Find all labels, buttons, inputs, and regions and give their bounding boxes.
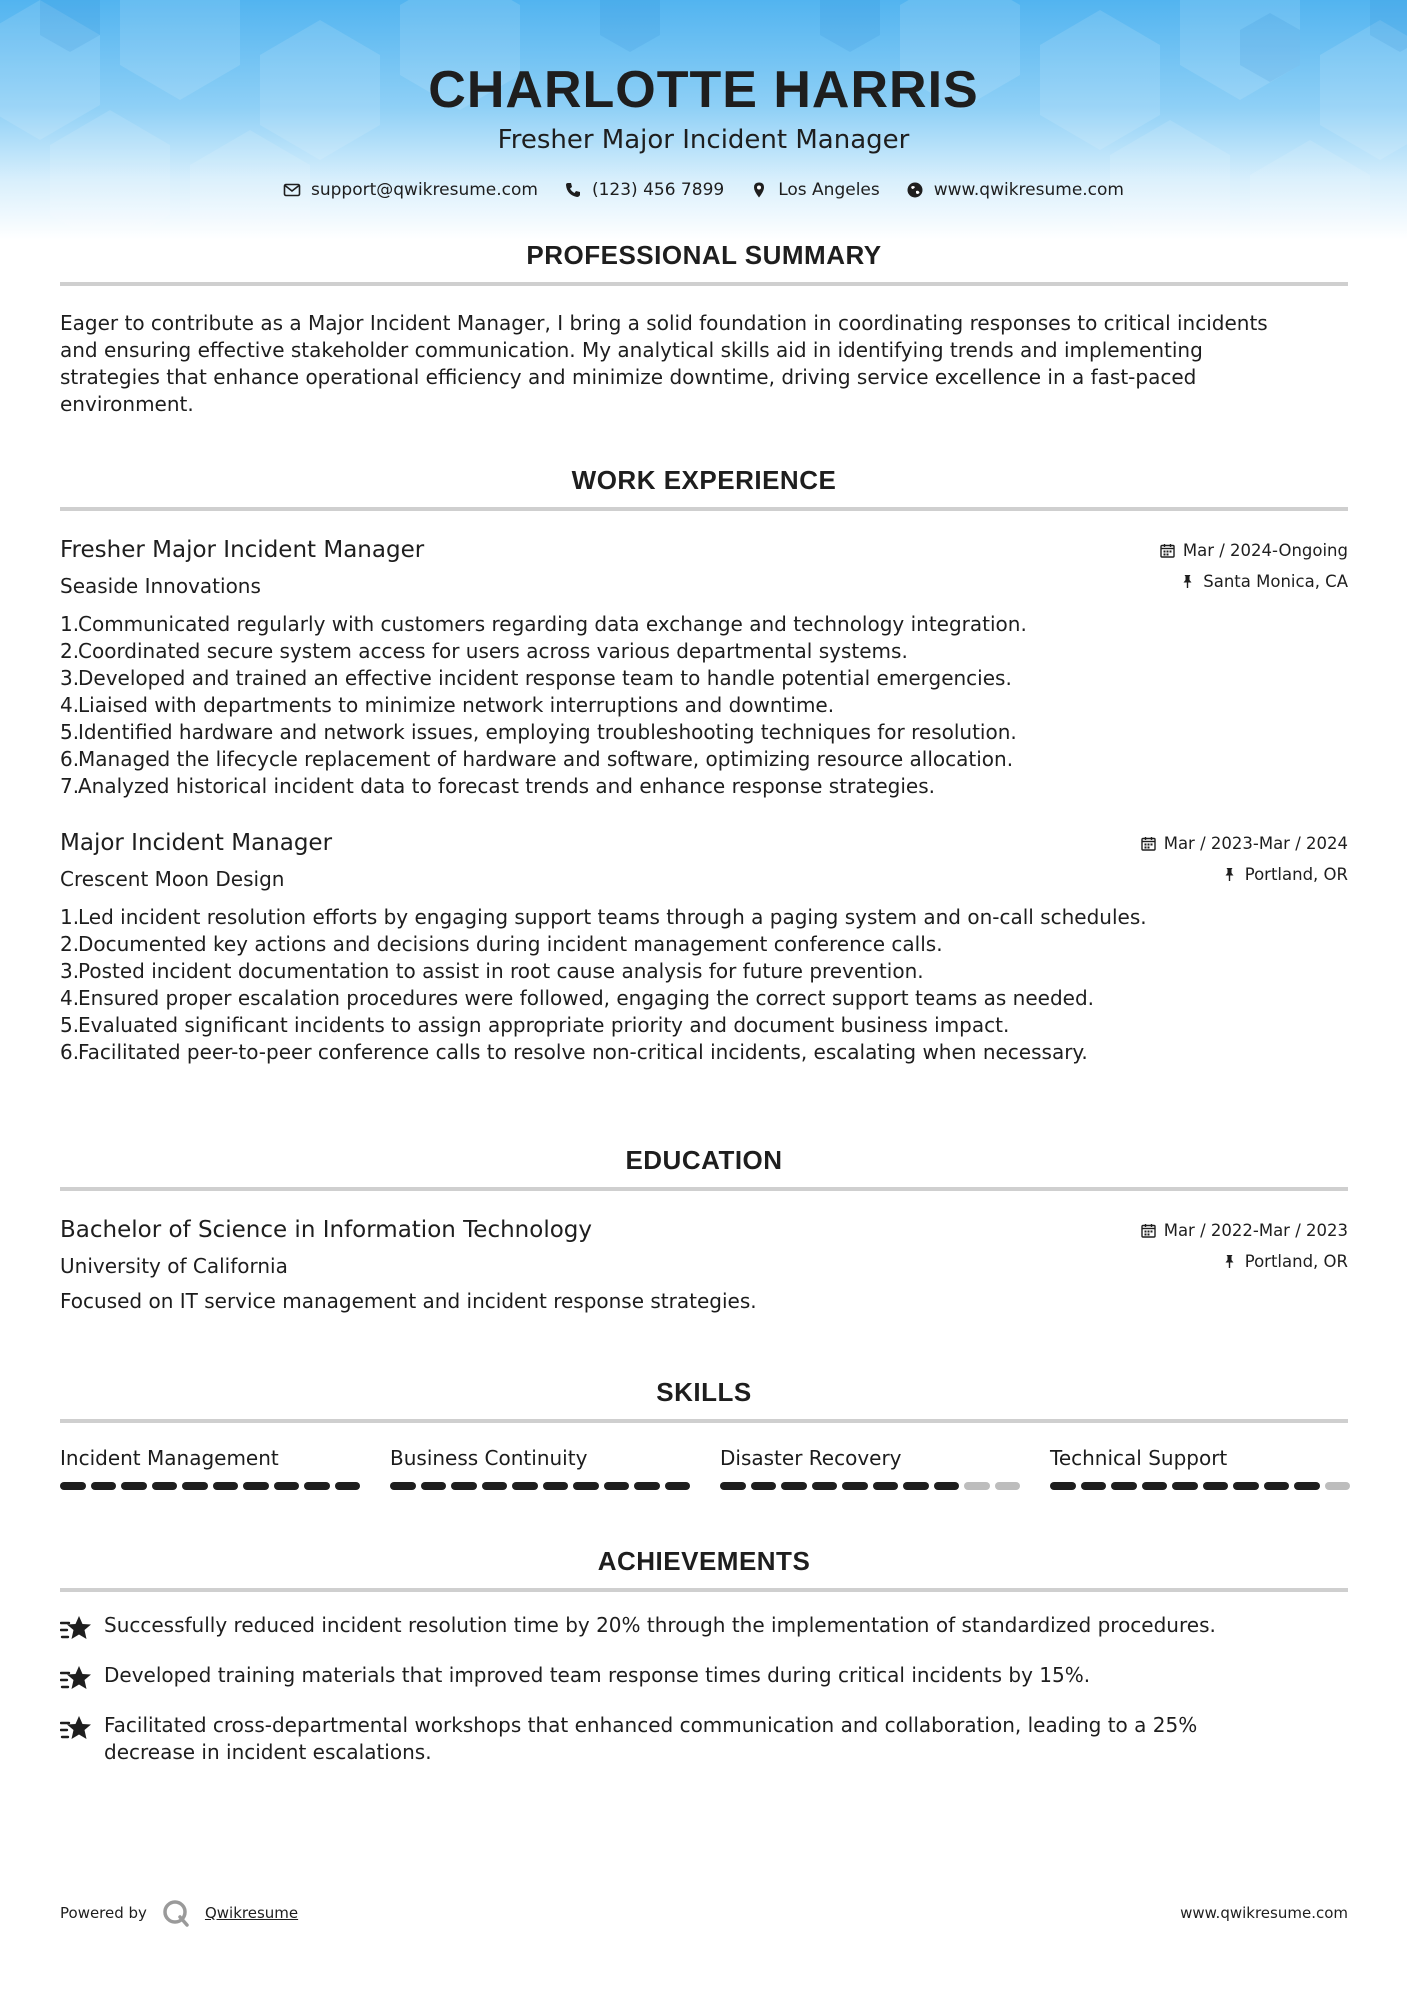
- qwikresume-link[interactable]: Qwikresume: [204, 1904, 299, 1922]
- section-divider: [60, 1588, 1348, 1592]
- rating-dot-filled: [1111, 1482, 1137, 1490]
- job-company: Crescent Moon Design: [60, 867, 285, 891]
- job-location: Santa Monica, CA: [1203, 572, 1348, 591]
- calendar-icon: [1141, 1223, 1156, 1238]
- rating-dot-filled: [1203, 1482, 1229, 1490]
- rating-dot-filled: [213, 1482, 239, 1490]
- list-item: 4. Liaised with departments to minimize network interruptions and downtime.: [60, 693, 835, 717]
- pushpin-icon: [1222, 867, 1237, 882]
- summary-line: and ensuring effective stakeholder communication. My analytical skills aid in identifying trends and implementing: [60, 338, 1203, 362]
- rating-dot-filled: [842, 1482, 868, 1490]
- skill-rating: [720, 1482, 1020, 1490]
- school-name: University of California: [60, 1254, 288, 1278]
- rating-dot-filled: [482, 1482, 508, 1490]
- resume-header: [0, 58, 1407, 200]
- skill-rating: [1050, 1482, 1350, 1490]
- candidate-role: Fresher Major Incident Manager: [497, 125, 910, 155]
- skill-name: Business Continuity: [390, 1446, 588, 1470]
- skill-item: [390, 1445, 690, 1490]
- rating-dot-filled: [543, 1482, 569, 1490]
- envelope-icon: [283, 181, 301, 199]
- list-item: 3. Developed and trained an effective incident response team to handle potential emergencies.: [60, 666, 1012, 690]
- rating-dot-filled: [1081, 1482, 1107, 1490]
- degree-title: Bachelor of Science in Information Technology: [60, 1217, 592, 1243]
- list-item: 6. Managed the lifecycle replacement of hardware and software, optimizing resource allocation.: [60, 747, 1014, 771]
- rating-dot-filled: [274, 1482, 300, 1490]
- section-divider: [60, 1187, 1348, 1191]
- achievement-item: [60, 1712, 1348, 1766]
- list-item: 2. Documented key actions and decisions during incident management conference calls.: [60, 932, 943, 956]
- rating-dot-filled: [1264, 1482, 1290, 1490]
- calendar-icon: [1141, 836, 1156, 851]
- list-item: 2. Coordinated secure system access for users across various departmental systems.: [60, 639, 908, 663]
- contact-phone[interactable]: [564, 180, 724, 200]
- achievement-text: Facilitated cross-departmental workshops that enhanced communication and collaboration, leading to a 25% decrease in incident escalations.: [104, 1713, 1198, 1764]
- rating-dot-filled: [751, 1482, 777, 1490]
- section-divider: [60, 282, 1348, 286]
- rating-dot-filled: [335, 1482, 361, 1490]
- calendar-icon: [1160, 543, 1175, 558]
- contact-location-text: Los Angeles: [778, 180, 880, 200]
- pushpin-icon: [1180, 574, 1195, 589]
- summary-line: environment.: [60, 392, 194, 416]
- education-description: Focused on IT service management and incident response strategies.: [60, 1289, 757, 1313]
- powered-by: [60, 1898, 298, 1928]
- contact-website-text: www.qwikresume.com: [933, 180, 1124, 200]
- job-company: Seaside Innovations: [60, 574, 261, 598]
- rating-dot-empty: [964, 1482, 990, 1490]
- contact-location: [750, 180, 880, 200]
- section-title: WORK EXPERIENCE: [571, 465, 837, 495]
- rating-dot-filled: [152, 1482, 178, 1490]
- education-section: [60, 1143, 1348, 1315]
- education-location: Portland, OR: [1244, 1252, 1348, 1271]
- map-pin-icon: [750, 181, 768, 199]
- rating-dot-filled: [781, 1482, 807, 1490]
- education-dates: Mar / 2022-Mar / 2023: [1163, 1221, 1348, 1240]
- contact-phone-text: (123) 456 7899: [591, 180, 725, 200]
- phone-icon: [564, 181, 582, 199]
- achievement-text: Successfully reduced incident resolution time by 20% through the implementation of standardized procedures.: [104, 1613, 1216, 1637]
- globe-icon: [906, 181, 924, 199]
- education-meta: [1141, 1215, 1348, 1277]
- star-trophy-icon: [60, 1614, 92, 1644]
- pushpin-icon: [1222, 1254, 1237, 1269]
- rating-dot-filled: [720, 1482, 746, 1490]
- rating-dot-filled: [873, 1482, 899, 1490]
- job-bullets: [60, 611, 1348, 800]
- achievement-item: [60, 1612, 1348, 1644]
- skill-item: [1050, 1445, 1350, 1490]
- rating-dot-filled: [903, 1482, 929, 1490]
- rating-dot-filled: [182, 1482, 208, 1490]
- summary-line: strategies that enhance operational efficiency and minimize downtime, driving service excellence in a fast-paced: [60, 365, 1197, 389]
- rating-dot-filled: [390, 1482, 416, 1490]
- job-entry: [60, 828, 1348, 1066]
- section-divider: [60, 507, 1348, 511]
- job-dates: Mar / 2023-Mar / 2024: [1163, 834, 1348, 853]
- rating-dot-filled: [512, 1482, 538, 1490]
- job-title: Major Incident Manager: [60, 830, 333, 856]
- list-item: 6. Facilitated peer-to-peer conference calls to resolve non-critical incidents, escalating when necessary.: [60, 1040, 1088, 1064]
- skill-item: [60, 1445, 360, 1490]
- rating-dot-filled: [634, 1482, 660, 1490]
- contact-email[interactable]: [283, 180, 538, 200]
- rating-dot-empty: [995, 1482, 1021, 1490]
- summary-section: [60, 238, 1348, 418]
- education-entry: [60, 1215, 1348, 1315]
- job-bullets: [60, 904, 1348, 1066]
- skill-name: Technical Support: [1050, 1446, 1228, 1470]
- rating-dot-filled: [1142, 1482, 1168, 1490]
- rating-dot-filled: [1233, 1482, 1259, 1490]
- powered-by-label: Powered by: [60, 1904, 147, 1922]
- candidate-name: CHARLOTTE HARRIS: [428, 61, 979, 119]
- contact-email-text: support@qwikresume.com: [311, 180, 538, 200]
- rating-dot-filled: [304, 1482, 330, 1490]
- achievement-text: Developed training materials that improved team response times during critical incidents by 15%.: [104, 1663, 1091, 1687]
- job-meta: [1160, 535, 1348, 597]
- rating-dot-filled: [812, 1482, 838, 1490]
- list-item: 5. Evaluated significant incidents to assign appropriate priority and document business impact.: [60, 1013, 1010, 1037]
- rating-dot-filled: [1294, 1482, 1320, 1490]
- section-title: EDUCATION: [625, 1145, 783, 1175]
- contact-bar: [0, 180, 1407, 200]
- achievements-list: [60, 1612, 1348, 1766]
- rating-dot-empty: [1325, 1482, 1351, 1490]
- job-location: Portland, OR: [1244, 865, 1348, 884]
- job-meta: [1141, 828, 1348, 890]
- qwikresume-logo-icon: [161, 1898, 191, 1928]
- star-trophy-icon: [60, 1664, 92, 1694]
- list-item: 7. Analyzed historical incident data to forecast trends and enhance response strategies.: [60, 774, 936, 798]
- rating-dot-filled: [1172, 1482, 1198, 1490]
- job-dates: Mar / 2024-Ongoing: [1182, 541, 1348, 560]
- rating-dot-filled: [604, 1482, 630, 1490]
- rating-dot-filled: [573, 1482, 599, 1490]
- rating-dot-filled: [243, 1482, 269, 1490]
- list-item: 3. Posted incident documentation to assist in root cause analysis for future prevention.: [60, 959, 924, 983]
- skills-section: [60, 1375, 1348, 1490]
- page-footer: [60, 1898, 1348, 1928]
- list-item: 4. Ensured proper escalation procedures were followed, engaging the correct support teams as needed.: [60, 986, 1095, 1010]
- skill-item: [720, 1445, 1020, 1490]
- list-item: 1. Led incident resolution efforts by engaging support teams through a paging system and on-call schedules.: [60, 905, 1147, 929]
- contact-website[interactable]: [906, 180, 1124, 200]
- list-item: 5. Identified hardware and network issues, employing troubleshooting techniques for resolution.: [60, 720, 1017, 744]
- skill-rating: [60, 1482, 360, 1490]
- skill-rating: [390, 1482, 690, 1490]
- experience-section: [60, 463, 1348, 1066]
- job-title: Fresher Major Incident Manager: [60, 537, 425, 563]
- section-title: SKILLS: [656, 1377, 752, 1407]
- job-entry: [60, 535, 1348, 800]
- rating-dot-filled: [1050, 1482, 1076, 1490]
- rating-dot-filled: [60, 1482, 86, 1490]
- rating-dot-filled: [665, 1482, 691, 1490]
- skill-name: Incident Management: [60, 1446, 279, 1470]
- list-item: 1. Communicated regularly with customers regarding data exchange and technology integration.: [60, 612, 1027, 636]
- summary-line: Eager to contribute as a Major Incident Manager, I bring a solid foundation in coordinating responses to critical incidents: [60, 311, 1268, 335]
- footer-website[interactable]: www.qwikresume.com: [1180, 1904, 1348, 1922]
- rating-dot-filled: [934, 1482, 960, 1490]
- skill-name: Disaster Recovery: [720, 1446, 902, 1470]
- achievement-item: [60, 1662, 1348, 1694]
- achievements-section: [60, 1544, 1348, 1766]
- rating-dot-filled: [91, 1482, 117, 1490]
- skills-list: [60, 1445, 1348, 1490]
- section-title: PROFESSIONAL SUMMARY: [526, 240, 882, 270]
- star-trophy-icon: [60, 1714, 92, 1744]
- section-divider: [60, 1419, 1348, 1423]
- summary-text: [60, 310, 1348, 418]
- section-title: ACHIEVEMENTS: [597, 1546, 811, 1576]
- rating-dot-filled: [451, 1482, 477, 1490]
- rating-dot-filled: [121, 1482, 147, 1490]
- rating-dot-filled: [421, 1482, 447, 1490]
